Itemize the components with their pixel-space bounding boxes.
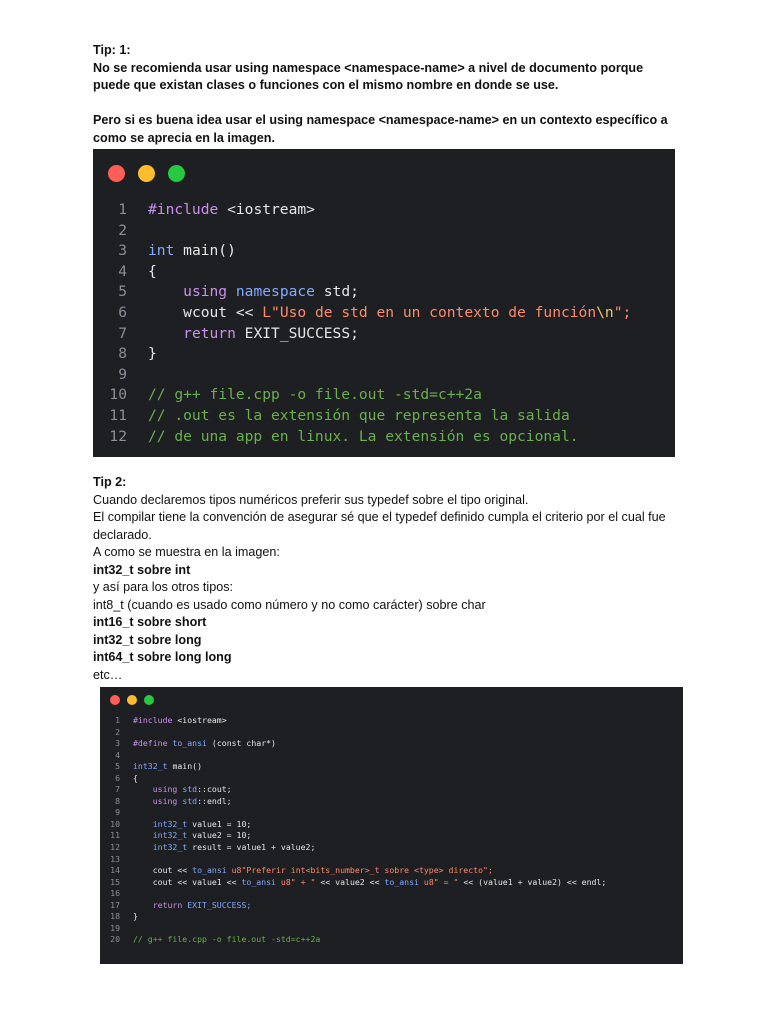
tip2-line: int32_t sobre int — [93, 562, 191, 577]
tip2-line: y así para los otros tipos: — [93, 580, 233, 594]
window-controls — [110, 695, 161, 705]
tip2-line: int64_t sobre long long — [93, 650, 232, 664]
code-listing — [100, 715, 606, 946]
code-line: 1 #include <iostream> — [118, 201, 315, 218]
tip1-paragraph-1: No se recomienda usar using namespace <namespace-name> a nivel de documento porque puede que existan clases o funciones con el mismo nombre en donde se use. — [93, 60, 644, 92]
code-line: 2 — [118, 221, 127, 239]
code-listing — [93, 200, 631, 447]
code-line: 9 — [115, 807, 120, 818]
maximize-dot-icon — [144, 695, 154, 705]
spacer — [93, 95, 683, 113]
code-line: 11 int32_t value2 = 10; — [110, 830, 252, 841]
code-line: 12 // de una app en linux. La extensión es opcional. — [109, 427, 579, 445]
tip2-section — [93, 474, 683, 684]
code-line: 16 — [110, 888, 120, 899]
code-line: 12 int32_t result = value1 + value2; — [110, 842, 316, 853]
tip2-line: int8_t (cuando es usado como número y no como carácter) sobre char — [93, 597, 486, 612]
code-line: 7 return EXIT_SUCCESS; — [118, 324, 359, 342]
tip1-section — [93, 42, 683, 147]
tip1-paragraph-2: Pero si es buena idea usar el using namespace <namespace-name> en un contexto específico a como se aprecia en la imagen. — [93, 113, 668, 145]
code-line: 14 cout << to_ansi u8"Preferir int<bits_number>_t sobre <type> directo"; — [110, 865, 493, 876]
tip2-line: Cuando declaremos tipos numéricos preferir sus typedef sobre el tipo original. — [93, 492, 529, 507]
tip2-line: El compilar tiene la convención de asegurar sé que el typedef definido cumpla el criterio por el cual fue declarado. — [93, 510, 666, 542]
code-line: 19 — [110, 922, 120, 933]
close-dot-icon — [108, 165, 125, 182]
code-line: 3 #define to_ansi (const char*) — [115, 738, 276, 749]
tip2-line: int32_t sobre long — [93, 632, 202, 647]
close-dot-icon — [110, 695, 120, 705]
code-line: 5 int32_t main() — [115, 761, 203, 772]
maximize-dot-icon — [168, 165, 185, 182]
code-line: 4 { — [118, 262, 157, 280]
code-screenshot-typedef — [100, 687, 683, 964]
code-line: 6 wcout << L"Uso de std en un contexto de función\n"; — [118, 303, 632, 321]
code-line: 11 // .out es la extensión que representa la salida — [109, 406, 570, 424]
code-line: 6 { — [115, 772, 138, 783]
code-line: 1 #include <iostream> — [115, 715, 227, 725]
minimize-dot-icon — [138, 165, 155, 182]
code-line: 15 cout << value1 << to_ansi u8" + " << value2 << to_ansi u8" = " << (value1 + value2) << endl; — [110, 876, 607, 887]
code-line: 7 using std::cout; — [115, 784, 232, 795]
code-line: 10 // g++ file.cpp -o file.out -std=c++2a — [109, 386, 482, 404]
code-line: 8 } — [118, 345, 157, 363]
code-line: 20 // g++ file.cpp -o file.out -std=c++2a — [110, 934, 321, 945]
tip2-line: etc… — [93, 667, 123, 682]
tip1-title: Tip: 1: — [93, 43, 131, 57]
window-controls — [108, 165, 198, 182]
code-line: 10 int32_t value1 = 10; — [110, 818, 252, 829]
code-line: 17 return EXIT_SUCCESS; — [110, 899, 252, 910]
code-screenshot-namespace — [93, 149, 675, 457]
code-line: 4 — [115, 749, 120, 760]
code-line: 9 — [118, 365, 127, 383]
minimize-dot-icon — [127, 695, 137, 705]
code-line: 3 int main() — [118, 242, 236, 260]
tip2-title: Tip 2: — [93, 475, 127, 489]
code-line: 8 using std::endl; — [115, 795, 232, 806]
tip2-line: A como se muestra en la imagen: — [93, 545, 280, 559]
code-line: 5 using namespace std; — [118, 283, 359, 301]
tip2-line: int16_t sobre short — [93, 615, 207, 629]
code-line: 18 } — [110, 911, 138, 922]
code-line: 13 — [110, 853, 120, 864]
code-line: 2 — [115, 726, 120, 737]
